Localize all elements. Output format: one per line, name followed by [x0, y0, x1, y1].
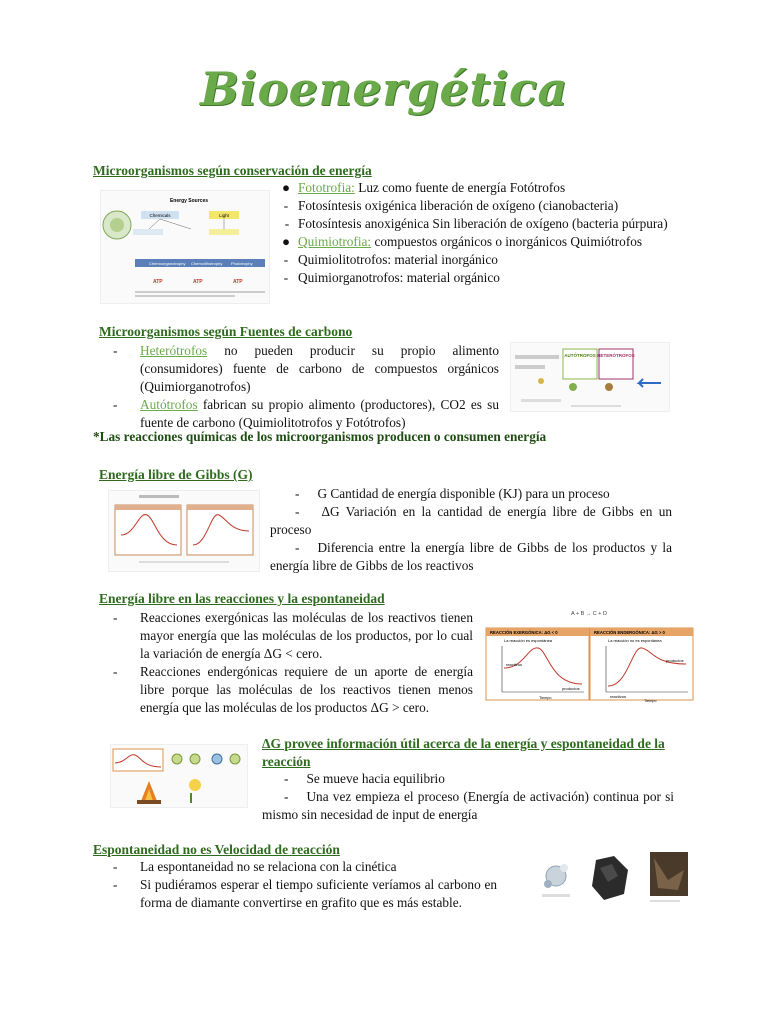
list-item — [276, 197, 673, 215]
bullet: - — [284, 216, 290, 231]
bullet: - — [283, 198, 289, 213]
section-heading-energy-conservation: Microorganismos según conservación de energía — [93, 163, 372, 178]
list-item — [262, 770, 674, 788]
item-text: Quimiolitotrofos: material inorgánico — [298, 252, 498, 267]
item-text: Se mueve hacia equilibrio — [306, 771, 445, 786]
figure-phototrophy-label: Phototrophy — [231, 261, 253, 266]
label-heterotrofos: Heterótrofos — [140, 343, 208, 358]
list-deltaG — [262, 770, 674, 824]
endergonic-reactivos: reactivos — [610, 694, 627, 699]
label-autotrofos: Autótrofos — [140, 397, 198, 412]
list-item — [113, 396, 499, 432]
label-quimiotrofia: Quimiotrofia: — [298, 234, 372, 249]
figure-chemicals-label: Chemicals — [149, 213, 171, 218]
list-item — [276, 233, 673, 251]
list-item — [113, 663, 473, 717]
list-gibbs — [270, 485, 672, 575]
bullet: - — [284, 789, 289, 804]
list-item — [270, 485, 672, 503]
exergonic-productos: productos — [562, 686, 580, 691]
list-item — [276, 251, 673, 269]
item-text: Si pudiéramos esperar el tiempo suficiente veríamos al carbono en forma de diamante convertirse en grafito que es más estable. — [140, 877, 497, 910]
endergonic-title: REACCIÓN ENDERGÓNICA: ΔG > 0 — [594, 630, 665, 635]
list-item — [113, 609, 473, 663]
item-text: Reacciones endergónicas requiere de un aporte de energía libre porque las moléculas de los reactivos tienen menos energía que las moléculas de los productos ΔG > cero. — [140, 664, 473, 715]
item-text: Fotosíntesis oxigénica liberación de oxígeno (cianobacteria) — [298, 198, 619, 213]
figure-chemoorg-label: Chemoorganotrophy — [149, 261, 186, 266]
list-item — [113, 342, 499, 396]
endergonic-sub: La reacción no es espontánea — [608, 638, 662, 643]
figure-equation: A + B → C + D — [570, 611, 608, 617]
list-item — [276, 269, 673, 287]
exergonic-title: REACCIÓN EXERGÓNICA: ΔG < 0 — [490, 630, 558, 635]
figure-autotrofos-label: AUTÓTROFOS — [564, 353, 596, 358]
item-text: no pueden producir su propio alimento (consumidores) fuente de carbono de compuestos orgánicos (Quimiorganotrofos) — [140, 343, 499, 394]
item-text: Quimiorganotrofos: material orgánico — [298, 270, 500, 285]
section-heading-deltaG: ΔG provee información útil acerca de la energía y espontaneidad de la reacción — [262, 736, 665, 769]
bullet: - — [113, 877, 118, 892]
endergonic-time: Tiempo — [644, 699, 657, 703]
section-heading-velocity: Espontaneidad no es Velocidad de reacción — [93, 842, 340, 857]
list-item — [276, 215, 673, 233]
label-fototrofia: Fototrofia: — [298, 180, 355, 195]
bullet: - — [283, 252, 289, 267]
note-reactions: *Las reacciones químicas de los microorganismos producen o consumen energía — [93, 429, 547, 444]
bullet: - — [113, 859, 118, 874]
figure-top-label: Energy Sources — [169, 198, 209, 204]
list-carbon-sources — [113, 342, 499, 432]
exergonic-endergonic-figure — [484, 612, 694, 702]
carbon-forms-images — [538, 850, 690, 910]
bullet: - — [113, 397, 118, 412]
bullet: - — [113, 343, 118, 358]
bullet: - — [284, 771, 289, 786]
atp-label-3: ATP — [233, 279, 243, 285]
item-text: Luz como fuente de energía Fotótrofos — [354, 180, 566, 195]
list-item — [113, 876, 497, 912]
gibbs-small-figure — [108, 490, 260, 572]
energy-sources-figure — [100, 190, 270, 304]
bullet: ● — [281, 234, 291, 249]
item-text: Reacciones exergónicas las moléculas de los reactivos tienen mayor energía que las moléculas de los productos, por lo cual la variación de energía ΔG < cero. — [140, 610, 473, 661]
item-text: ΔG Variación en la cantidad de energía libre de Gibbs en un proceso — [270, 504, 672, 537]
exergonic-reactivos: reactivos — [506, 662, 523, 667]
bullet: - — [295, 540, 300, 555]
exergonic-time: Tiempo — [539, 696, 552, 700]
item-text: La espontaneidad no se relaciona con la cinética — [140, 859, 397, 874]
figure-chemolitho-label: Chemolithotrophy — [191, 261, 223, 266]
section-heading-carbon-sources: Microorganismos según Fuentes de carbono — [99, 324, 353, 339]
exergonic-sub: La reacción es espontánea — [504, 638, 553, 643]
item-text: Fotosíntesis anoxigénica Sin liberación de oxígeno (bacteria púrpura) — [298, 216, 668, 231]
item-text: G Cantidad de energía disponible (KJ) para un proceso — [317, 486, 610, 501]
bullet: - — [295, 486, 300, 501]
section-heading-spontaneity: Energía libre en las reacciones y la espontaneidad — [99, 591, 385, 606]
bullet: - — [283, 270, 289, 285]
item-text: compuestos orgánicos o inorgánicos Quimiótrofos — [371, 234, 643, 249]
list-item — [270, 539, 672, 575]
list-spontaneity — [113, 609, 473, 717]
endergonic-productos: productos — [666, 658, 684, 663]
spontaneity-illustration — [110, 744, 248, 808]
item-text: Una vez empieza el proceso (Energía de activación) continua por si mismo sin necesidad de input de energía — [262, 789, 674, 822]
bullet: - — [113, 664, 118, 679]
figure-heterotrofos-label: HETERÓTROFOS — [597, 353, 635, 358]
list-item — [276, 179, 673, 197]
atp-label-1: ATP — [153, 279, 163, 285]
energy-sources-diagram — [101, 191, 269, 303]
list-item — [270, 503, 672, 539]
bullet: - — [295, 504, 300, 519]
atp-label-2: ATP — [193, 279, 203, 285]
list-velocity — [113, 858, 497, 912]
list-energy-conservation — [276, 179, 673, 287]
list-item — [262, 788, 674, 824]
figure-light-label: Light — [219, 213, 229, 218]
list-item — [113, 858, 497, 876]
page-title: Bioenergética — [200, 62, 568, 116]
bullet: - — [113, 610, 118, 625]
autotroph-heterotroph-figure — [510, 342, 670, 412]
section-heading-gibbs: Energía libre de Gibbs (G) — [99, 467, 253, 482]
bullet: ● — [281, 180, 291, 195]
item-text: Diferencia entre la energía libre de Gibbs de los productos y la energía libre de Gibbs de los reactivos — [270, 540, 672, 573]
item-text: fabrican su propio alimento (productores), CO2 es su fuente de carbono (Quimiolitotrofos y Fotótrofos) — [140, 397, 499, 430]
